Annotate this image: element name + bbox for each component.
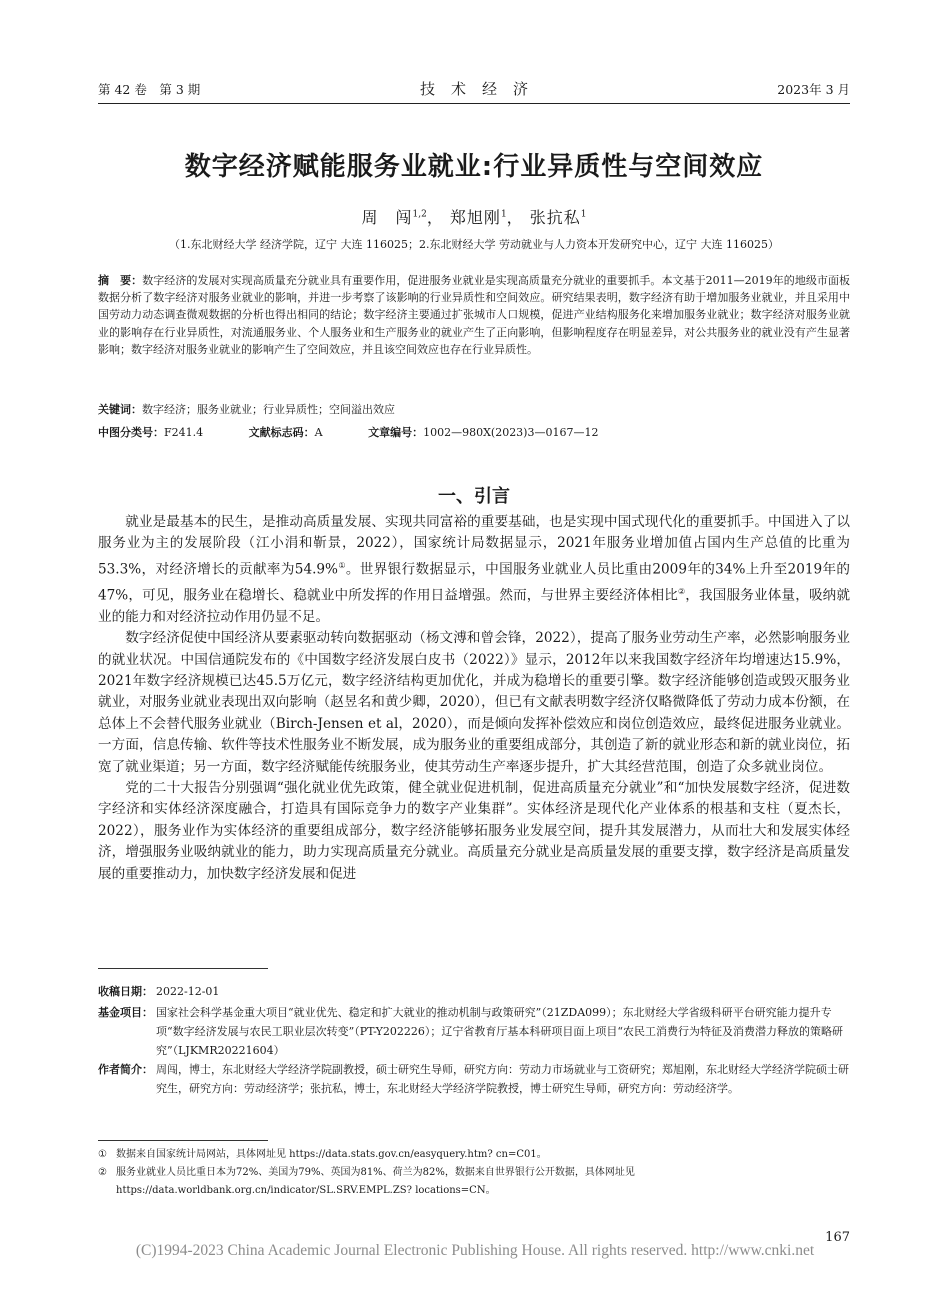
footnote-text: 服务业就业人员比重日本为72%、美国为79%、英国为81%、荷兰为82%，数据来自世界银行公开数据，具体网址见 https://data.worldbank.org.cn/indicator/SL.SRV.EMPL.ZS? locations=CN。 <box>116 1167 635 1196</box>
journal-name: 技术经济 <box>419 80 544 98</box>
abstract-label: 摘 要： <box>98 274 143 287</box>
received-label: 收稿日期： <box>98 985 153 998</box>
author-affil-mark: 1,2 <box>412 209 427 220</box>
author-affil-mark: 1 <box>500 209 507 220</box>
classification-line <box>98 424 850 440</box>
paper-title: 数字经济赋能服务业就业:行业异质性与空间效应 <box>184 152 764 182</box>
paragraph: 数字经济促使中国经济从要素驱动转向数据驱动（杨文溥和曾会锋，2022），提高了服务业劳动生产率，必然影响服务业的就业状况。中国信通院发布的《中国数字经济发展白皮书（2022）》显示，2012年以来我国数字经济年均增速达15.9%，2021年数字经济规模已达45.5万亿元，数字经济结构更加优化，并成为稳增长的重要引擎。数字经济能够创造或毁灭服务业就业，对服务业就业表现出双向影响（赵昱名和黄少卿，2020），但已有文献表明数字经济仅略微降低了劳动力成本份额，在总体上不会替代服务业就业（Birch-Jensen et al，2020），而是倾向发挥补偿效应和岗位创造效应，最终促进服务业就业。一方面，信息传输、软件等技术性服务业不断发展，成为服务业的重要组成部分，其创造了新的就业形态和新的就业岗位，拓宽了就业渠道；另一方面，数字经济赋能传统服务业，使其劳动生产率逐步提升，扩大其经营范围，创造了众多就业岗位。 <box>98 630 850 775</box>
fund-label: 基金项目： <box>98 1006 153 1019</box>
received-value: 2022-12-01 <box>156 985 220 998</box>
author-list: 周 闯$^{1,2}$， 郑旭刚$^1$， 张抗私$^1$ <box>361 208 587 227</box>
footnote-text: 数据来自国家统计局网站，具体网址见 https://data.stats.gov.cn/easyquery.htm? cn=C01。 <box>116 1149 547 1160</box>
doc-code-label: 文献标志码： <box>248 426 315 439</box>
body-text <box>98 512 850 885</box>
fund-value: 国家社会科学基金重大项目“就业优先、稳定和扩大就业的推动机制与政策研究”（21ZDA099）；东北财经大学省级科研平台研究能力提升专项“数字经济发展与农民工职业层次转变”（PT-Y202226）；辽宁省教育厅基本科研项目面上项目“农民工消费行为特征及消费潜力释放的策略研究”（LJKMR20221604） <box>156 1006 843 1057</box>
page-number: 167 <box>825 1230 850 1245</box>
footnote-number: ① <box>98 1149 107 1160</box>
footnote-ref[interactable]: ② <box>677 586 686 596</box>
keywords-label: 关键词： <box>98 403 142 416</box>
footnote <box>98 1146 850 1164</box>
affiliations: （1.东北财经大学 经济学院，辽宁 大连 116025；2.东北财经大学 劳动就业与人力资本开发研究中心，辽宁 大连 116025） <box>169 238 779 251</box>
keywords-text: 数字经济；服务业就业；行业异质性；空间溢出效应 <box>142 403 395 416</box>
abstract-text: 数字经济的发展对实现高质量充分就业具有重要作用，促进服务业就业是实现高质量充分就业的重要抓手。本文基于2011—2019年的地级市面板数据分析了数字经济对服务业就业的影响，并进一步考察了该影响的行业异质性和空间效应。研究结果表明，数字经济有助于增加服务业就业，并且采用中国劳动力动态调查微观数据的分析也得出相同的结论；数字经济主要通过扩张城市人口规模，促进产业结构服务化来增加服务业就业；数字经济对服务业就业的影响存在行业异质性，对流通服务业、个人服务业和生产服务业的就业产生了正向影响，但影响程度存在明显差异，对公共服务业的就业没有产生显著影响；数字经济对服务业就业的影响产生了空间效应，并且该空间效应也存在行业异质性。 <box>98 274 851 356</box>
running-header <box>98 78 850 102</box>
article-meta <box>98 982 850 1098</box>
author-affil-mark: 1 <box>580 209 587 220</box>
footnote-number: ② <box>98 1167 107 1178</box>
article-number-label: 文章编号： <box>368 426 424 439</box>
clc-value: F241.4 <box>164 426 204 439</box>
author-bio <box>98 1060 850 1098</box>
article-number-value: 1002—980X(2023)3—0167—12 <box>423 426 599 439</box>
footnote-ref[interactable]: ① <box>337 560 346 570</box>
keywords <box>98 401 850 417</box>
fund-info <box>98 1003 850 1060</box>
meta-rule <box>98 968 268 969</box>
section-heading: 一、引言 <box>438 486 510 507</box>
volume-issue: 第 42 卷 第 3 期 <box>98 82 201 97</box>
paragraph: 就业是最基本的民生，是推动高质量发展、实现共同富裕的重要基础，也是实现中国式现代化的重要抓手。中国进入了以服务业为主的发展阶段（江小涓和靳景，2022），国家统计局数据显示，2021年服务业增加值占国内生产总值的比重为53.3%，对经济增长的贡献率为54.9%①。世界银行数据显示，中国服务业就业人员比重由2009年的34%上升至2019年的47%，可见，服务业在稳增长、稳就业中所发挥的作用日益增强。然而，与世界主要经济体相比②，我国服务业体量，吸纳就业的能力和对经济拉动作用仍显不足。 <box>98 514 851 625</box>
copyright-watermark: (C)1994-2023 China Academic Journal Electronic Publishing House. All rights reserved. http://www.cnki.net <box>135 1242 815 1259</box>
header-rule <box>98 103 850 104</box>
paragraph: 党的二十大报告分别强调“强化就业优先政策，健全就业促进机制，促进高质量充分就业”和“加快发展数字经济，促进数字经济和实体经济深度融合，打造具有国际竞争力的数字产业集群”。实体经济是现代化产业体系的根基和支柱（夏杰长，2022），服务业作为实体经济的重要组成部分，数字经济能够拓服务业发展空间，提升其发展潜力，从而壮大和发展实体经济，增强服务业吸纳就业的能力，助力实现高质量充分就业。高质量充分就业是高质量发展的重要支撑，数字经济是高质量发展的重要推动力，加快数字经济发展和促进 <box>98 779 850 882</box>
abstract <box>98 272 850 358</box>
author-name: 郑旭刚 <box>449 208 501 227</box>
author-bio-label: 作者简介： <box>98 1063 153 1076</box>
received-date <box>98 982 850 1001</box>
footnote <box>98 1164 850 1200</box>
doc-code-value: A <box>314 426 323 439</box>
footnotes <box>98 1146 850 1200</box>
author-bio-value: 周闯，博士，东北财经大学经济学院副教授，硕士研究生导师，研究方向：劳动力市场就业与工资研究；郑旭刚，东北财经大学经济学院硕士研究生，研究方向：劳动经济学；张抗私，博士，东北财经大学经济学院教授，博士研究生导师，研究方向：劳动经济学。 <box>156 1063 849 1095</box>
author-name: 周 闯 <box>361 208 413 227</box>
clc-label: 中图分类号： <box>98 426 164 439</box>
author-name: 张抗私 <box>529 208 581 227</box>
issue-date: 2023年 3 月 <box>777 82 850 97</box>
footnote-rule <box>98 1140 268 1141</box>
